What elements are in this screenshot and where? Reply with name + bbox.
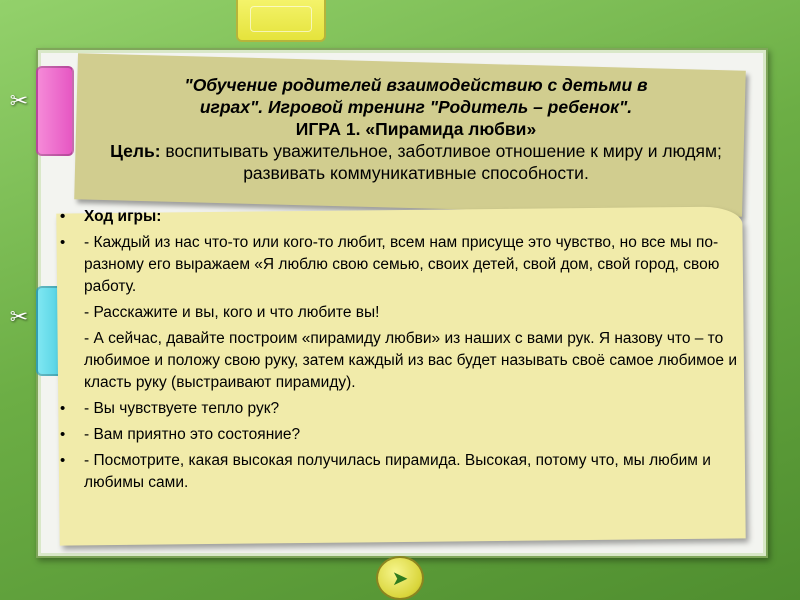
list-item: • - Вы чувствуете тепло рук? — [56, 398, 746, 420]
list-item: • - Вам приятно это состояние? — [56, 424, 746, 446]
paperclip-icon: ✂ — [9, 88, 29, 113]
next-slide-button[interactable] — [376, 556, 424, 600]
top-tab — [236, 0, 326, 42]
side-tab-pink — [36, 66, 74, 156]
game-title: ИГРА 1. «Пирамида любви» — [295, 119, 537, 139]
list-item: • Ход игры: — [56, 206, 746, 228]
title-line-1: "Обучение родителей взаимодействию с детьми в — [184, 75, 648, 95]
slide-title — [86, 74, 746, 184]
goal-text: воспитывать уважительное, заботливое отношение к миру и людям; развивать коммуникативные способности. — [160, 141, 722, 183]
goal-label: Цель: — [110, 141, 161, 161]
paperclip-icon: ✂ — [9, 304, 29, 329]
list-item: - А сейчас, давайте построим «пирамиду любви» из наших с вами рук. Я назову что – то любимое и положу свою руку, затем каждый из вас будет называть своё самое любимое и класть руку (выстраивают пирамиду). — [84, 330, 737, 391]
title-line-2: играх". Игровой тренинг "Родитель – ребенок". — [199, 97, 633, 117]
list-item: • - Посмотрите, какая высокая получилась пирамида. Высокая, потому что, мы любим и любимы сами. — [56, 450, 746, 494]
arrow-right-icon: ➤ — [391, 567, 409, 590]
game-steps-list — [56, 206, 746, 498]
list-item: - Расскажите и вы, кого и что любите вы! — [84, 304, 380, 321]
list-item: • - Каждый из нас что-то или кого-то любит, всем нам присуще это чувство, но все мы по-разному его выражаем «Я люблю свою семью, своих детей, свой дом, свой город, свою работу. — [56, 232, 746, 298]
